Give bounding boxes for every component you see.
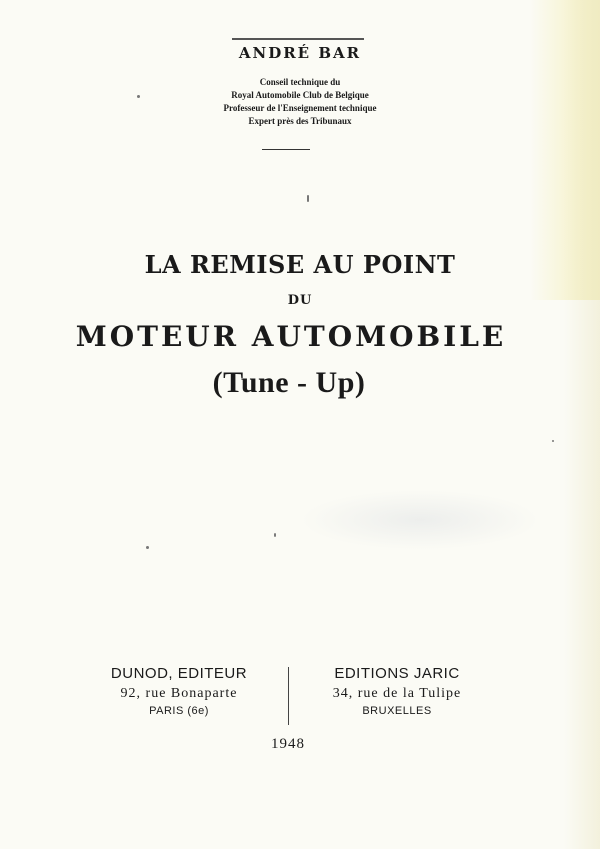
credential-line: Expert près des Tribunaux — [248, 116, 352, 126]
publisher-address: 92, rue Bonaparte — [120, 686, 238, 701]
paper-speck — [146, 546, 149, 549]
book-title-line-3: MOTEUR AUTOMOBILE — [75, 320, 507, 353]
credentials-divider — [262, 149, 310, 150]
author-credentials — [0, 76, 600, 128]
publisher-city: PARIS (6e) — [149, 705, 209, 717]
author-top-rule — [232, 38, 364, 40]
publisher-bruxelles — [308, 665, 486, 717]
book-title-line-2: DU — [287, 293, 313, 308]
credential-line: Royal Automobile Club de Belgique — [231, 90, 369, 100]
book-subtitle: (Tune - Up) — [212, 366, 366, 399]
paper-speck — [137, 95, 140, 98]
publication-year: 1948 — [271, 736, 305, 752]
publisher-address: 34, rue de la Tulipe — [332, 686, 462, 701]
publisher-city: BRUXELLES — [362, 705, 432, 717]
paper-smudge — [300, 490, 540, 550]
credential-line: Conseil technique du — [259, 77, 341, 87]
publisher-name: DUNOD, EDITEUR — [110, 665, 248, 682]
publisher-divider — [288, 667, 289, 725]
paper-speck — [307, 195, 309, 202]
credential-line: Professeur de l'Enseignement technique — [223, 103, 377, 113]
book-title-line-1: LA REMISE AU POINT — [144, 250, 456, 279]
author-name: ANDRÉ BAR — [238, 44, 362, 62]
paper-speck — [274, 533, 276, 537]
publisher-paris — [90, 665, 268, 717]
publisher-name: EDITIONS JARIC — [334, 665, 460, 682]
paper-speck — [552, 440, 554, 442]
